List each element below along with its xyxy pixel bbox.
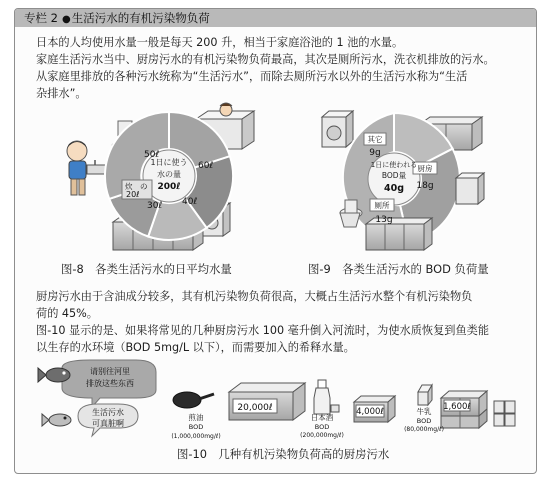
milk-carton-icon: [418, 385, 432, 405]
figure9-center-line-3: 40g: [383, 183, 405, 194]
bubble-light-line-2: 可真脏啊: [92, 419, 124, 428]
figure8-slice-label-50: 50ℓ: [144, 150, 160, 160]
intro-line-2: 家庭生活污水当中、厨房污水的有机污染物负荷最高，其次是厕所污水，洗衣机排放的污水。: [36, 53, 495, 66]
bubble-dark-line-2: 排放这些东西: [86, 379, 134, 388]
sake-bottle-icon: [314, 380, 339, 414]
tank-20000: [229, 383, 305, 420]
figure9-slice-value-other: 9g: [369, 148, 381, 158]
figure9-slice-label-other: 其它: [367, 135, 383, 144]
fish-icon: [38, 368, 70, 382]
column-label: 专栏 2: [24, 11, 58, 25]
body2-line-1: 厨房污水由于含油成分较多，其有机污染物负荷很高，大概占生活污水整个有机污染物负: [36, 290, 473, 303]
oil-bod-value: (1,000,000mg/ℓ): [171, 433, 221, 440]
milk-bod-label: BOD: [416, 417, 432, 425]
figure8-kitchen-tag-line-2: 20ℓ: [126, 190, 140, 199]
figure9-center-line-1: 1日に使われる: [370, 161, 418, 169]
bubble-light-line-1: 生活污水: [92, 408, 124, 417]
figure8-caption: 图-8 各类生活污水的日平均水量: [61, 262, 232, 276]
body2-line-4: 以生存的水环境（BOD 5mg/L 以下），而需要加入的希释水量。: [36, 341, 355, 354]
oil-bod-label: BOD: [188, 423, 204, 431]
fish-icon: [42, 414, 71, 426]
body2-line-3: 图-10 显示的是、如果将常见的几种厨房污水 100 毫升倒入河流时，为使水质恢复到鱼类能: [36, 324, 490, 337]
sake-bod-label: BOD: [314, 423, 330, 431]
figure8-slice-label-30: 30ℓ: [147, 201, 163, 211]
oil-name: 煎油: [188, 413, 204, 422]
figure8-slice-label-40: 40ℓ: [182, 197, 198, 207]
bullet-icon: ●: [61, 14, 71, 25]
figure9-slice-value-toilet: 13g: [375, 215, 393, 225]
column-title-text: 生活污水的有机污染物负荷: [71, 11, 210, 25]
figure9-caption: 图-9 各类生活污水的 BOD 负荷量: [308, 262, 489, 276]
figure9-illustration: [322, 111, 484, 250]
oil-volume: 20,000ℓ: [237, 403, 273, 413]
figure9-slice-label-kitchen: 厨房: [417, 164, 433, 173]
figure9-center-line-2: BOD量: [381, 171, 407, 180]
intro-line-4: 杂排水”。: [36, 87, 87, 100]
washing-machine-icon: [322, 111, 353, 147]
figure9-slice-label-toilet: 厕所: [374, 201, 390, 210]
body2-line-2: 荷的 45%。: [36, 307, 98, 320]
frying-pan-icon: [173, 392, 214, 408]
milk-bod-value: (80,000mg/ℓ): [404, 426, 444, 433]
milk-name: 牛乳: [416, 407, 432, 416]
bubble-dark-line-1: 请别往河里: [90, 367, 130, 376]
sake-volume: 4,000ℓ: [356, 407, 384, 417]
figure8-center-line-2: 水の量: [157, 170, 181, 179]
boy-icon: [67, 141, 109, 195]
figure10-caption: 图-10 几种有机污染物负荷高的厨房污水: [177, 447, 390, 461]
kitchen-sink-icon: [456, 173, 484, 204]
figure8-kitchen-tag-line-1: 炊 の: [125, 182, 148, 191]
intro-line-1: 日本的人均使用水量一般是每天 200 升，相当于家庭浴池的 1 池的水量。: [36, 36, 404, 49]
figure8-center-line-1: 1日に使う: [150, 158, 188, 167]
figure8-center-line-3: 200ℓ: [157, 182, 181, 192]
intro-line-3: 从家庭里排放的各种污水统称为“生活污水”，而除去厕所污水以外的生活污水称为“生活: [36, 70, 468, 83]
figure9-slice-value-kitchen: 18g: [416, 181, 434, 191]
sake-name: 日本酒: [310, 413, 334, 422]
milk-volume: 1,600ℓ: [443, 402, 471, 412]
sake-bod-value: (200,000mg/ℓ): [300, 432, 344, 439]
figure8-slice-label-60: 60ℓ: [198, 161, 214, 171]
